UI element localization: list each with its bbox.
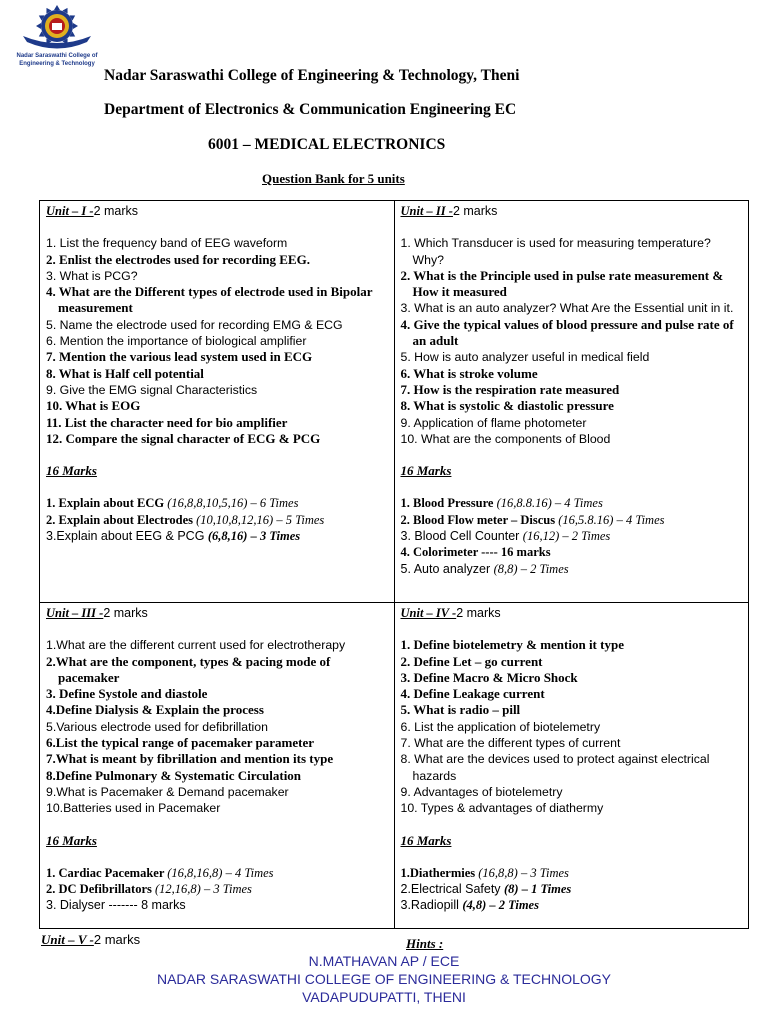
question-item: 5.Various electrode used for defibrillation bbox=[46, 719, 268, 734]
long-question-title: 3.Explain about EEG & PCG bbox=[46, 529, 208, 544]
unit-heading bbox=[401, 605, 743, 621]
unit-title: Unit – I - bbox=[46, 204, 94, 218]
question-item: 5. What is radio – pill bbox=[400, 702, 521, 718]
question-item: 12. Compare the signal character of ECG & PCG bbox=[46, 430, 321, 446]
question-item: 1. Which Transducer is used for measuring temperature? Why? bbox=[400, 236, 711, 267]
long-question-item bbox=[401, 881, 743, 897]
question-item: 2. What is the Principle used in pulse rate measurement & How it measured bbox=[400, 267, 724, 300]
question-item: 6.List the typical range of pacemaker parameter bbox=[46, 735, 315, 751]
spacer bbox=[46, 849, 388, 865]
spacer bbox=[46, 817, 388, 833]
question-item: 3. What is PCG? bbox=[46, 268, 138, 283]
question-item: 8. What is systolic & diastolic pressure bbox=[400, 398, 614, 414]
sixteen-marks-heading: 16 Marks bbox=[400, 463, 452, 479]
department-name: Department of Electronics & Communication Engineering EC bbox=[104, 101, 517, 118]
logo-text: Nadar Saraswathi College of bbox=[16, 53, 98, 59]
question-item: 6. List the application of biotelemetry bbox=[400, 719, 601, 734]
long-question-title: 1.Diathermies bbox=[400, 865, 479, 880]
long-question-item bbox=[46, 528, 388, 544]
long-question-title: 1. Explain about ECG bbox=[46, 496, 168, 511]
college-name: Nadar Saraswathi College of Engineering & Technology, Theni bbox=[104, 67, 520, 84]
question-item: 8. What are the devices used to protect against electrical hazards bbox=[400, 752, 710, 783]
question-item: 5. How is auto analyzer useful in medical field bbox=[400, 350, 650, 365]
footer-location: VADAPUDUPATTI, THENI bbox=[302, 989, 466, 1005]
spacer bbox=[46, 479, 388, 495]
question-item: 9. Advantages of biotelemetry bbox=[400, 784, 563, 799]
spacer bbox=[401, 817, 743, 833]
spacer bbox=[46, 219, 388, 235]
question-item: 3. Define Systole and diastole bbox=[46, 686, 208, 702]
long-question-title: 2.Electrical Safety bbox=[400, 882, 505, 897]
long-question-title: 3.Radiopill bbox=[400, 898, 463, 913]
question-item: 7. How is the respiration rate measured bbox=[400, 381, 620, 397]
sixteen-marks-heading: 16 Marks bbox=[400, 832, 452, 848]
long-question-frequency: (6,8,16) – 3 Times bbox=[207, 529, 301, 544]
long-question-item bbox=[401, 495, 743, 511]
question-item: 7. What are the different types of current bbox=[400, 736, 621, 751]
question-item: 9. Give the EMG signal Characteristics bbox=[46, 382, 258, 397]
long-question-title: 1. Blood Pressure bbox=[400, 496, 497, 511]
question-item: 1. Define biotelemetry & mention it type bbox=[400, 637, 624, 653]
question-item: 1.What are the different current used for electrotherapy bbox=[46, 638, 346, 653]
spacer bbox=[401, 447, 743, 463]
long-question-frequency: (16,8,8,10,5,16) – 6 Times bbox=[167, 496, 299, 511]
long-question-item bbox=[46, 495, 388, 511]
long-question-frequency: (16,8.8.16) – 4 Times bbox=[496, 496, 603, 511]
spacer bbox=[401, 219, 743, 235]
unit-title: Unit – V - bbox=[41, 932, 94, 947]
long-question-frequency: (16,8,8) – 3 Times bbox=[478, 865, 569, 880]
marks-label: 2 marks bbox=[456, 606, 501, 620]
question-item: 2. Enlist the electrodes used for recording EEG. bbox=[46, 251, 310, 267]
question-item: 8.Define Pulmonary & Systematic Circulation bbox=[46, 767, 302, 783]
long-question-frequency: (16,5.8.16) – 4 Times bbox=[558, 512, 665, 527]
long-question-title: 2. Explain about Electrodes bbox=[46, 512, 197, 527]
long-question-item bbox=[46, 881, 388, 897]
question-item: 4. Give the typical values of blood pressure and pulse rate of an adult bbox=[400, 316, 734, 349]
long-question-title: 3. Dialyser ------- 8 marks bbox=[46, 898, 186, 913]
long-question-title: 2. Blood Flow meter – Discus bbox=[400, 512, 559, 527]
hints-label: Hints : bbox=[406, 936, 444, 951]
long-question-item bbox=[401, 897, 743, 913]
question-item: 8. What is Half cell potential bbox=[46, 365, 204, 381]
question-item: 5. Name the electrode used for recording EMG & ECG bbox=[46, 317, 343, 332]
long-question-title: 1. Cardiac Pacemaker bbox=[46, 865, 168, 880]
long-question-frequency: (12,16,8) – 3 Times bbox=[155, 882, 252, 897]
long-question-item bbox=[46, 897, 388, 913]
long-question-title: 4. Colorimeter ---- 16 marks bbox=[400, 545, 551, 560]
unit-heading bbox=[401, 203, 743, 219]
question-item: 4. Define Leakage current bbox=[400, 686, 545, 702]
question-item: 1. List the frequency band of EEG waveform bbox=[46, 236, 288, 251]
long-question-title: 3. Blood Cell Counter bbox=[400, 529, 523, 544]
footer-author: N.MATHAVAN AP / ECE bbox=[308, 953, 460, 969]
unit-title: Unit – IV - bbox=[400, 606, 457, 620]
spacer bbox=[401, 849, 743, 865]
marks-label: 2 marks bbox=[93, 204, 139, 218]
college-logo bbox=[4, 4, 110, 70]
question-item: 7. Mention the various lead system used in ECG bbox=[46, 349, 313, 365]
unit-cell bbox=[394, 603, 749, 929]
long-question-frequency: (10,10,8,12,16) – 5 Times bbox=[196, 512, 325, 527]
question-bank-table bbox=[39, 200, 749, 929]
question-item: 6. Mention the importance of biological amplifier bbox=[46, 334, 307, 349]
unit-cell bbox=[40, 201, 395, 603]
spacer bbox=[401, 621, 743, 637]
long-question-frequency: (8,8) – 2 Times bbox=[493, 561, 569, 576]
question-item: 11. List the character need for bio amplifier bbox=[46, 414, 288, 430]
marks-label: 2 marks bbox=[452, 204, 498, 218]
question-item: 10.Batteries used in Pacemaker bbox=[46, 801, 221, 816]
unit-cell bbox=[40, 603, 395, 929]
long-question-frequency: (4,8) – 2 Times bbox=[462, 898, 539, 913]
document-subtitle: Question Bank for 5 units bbox=[262, 171, 405, 186]
spacer bbox=[46, 621, 388, 637]
question-item: 6. What is stroke volume bbox=[400, 365, 538, 381]
unit-cell bbox=[394, 201, 749, 603]
long-question-item bbox=[46, 512, 388, 528]
question-item: 4.Define Dialysis & Explain the process bbox=[46, 702, 264, 718]
sixteen-marks-heading: 16 Marks bbox=[46, 832, 97, 848]
sixteen-marks-heading: 16 Marks bbox=[46, 463, 97, 479]
long-question-frequency: (16,12) – 2 Times bbox=[522, 529, 611, 544]
footer-college: NADAR SARASWATHI COLLEGE OF ENGINEERING & TECHNOLOGY bbox=[156, 971, 612, 987]
question-item: 10. What are the components of Blood bbox=[400, 431, 611, 446]
unit-5-heading bbox=[41, 932, 140, 948]
question-item: 9.What is Pacemaker & Demand pacemaker bbox=[46, 784, 289, 799]
marks-label: 2 marks bbox=[103, 606, 148, 620]
unit-title: Unit – II - bbox=[400, 204, 453, 218]
question-item: 7.What is meant by fibrillation and mention its type bbox=[46, 751, 334, 767]
question-item: 3. Define Macro & Micro Shock bbox=[400, 669, 578, 685]
long-question-item bbox=[46, 865, 388, 881]
unit-title: Unit – III - bbox=[46, 606, 104, 620]
long-question-frequency: (16,8,16,8) – 4 Times bbox=[167, 865, 274, 880]
question-item: 4. What are the Different types of electrode used in Bipolar measurement bbox=[46, 284, 373, 316]
long-question-item bbox=[401, 544, 743, 560]
question-item: 10. What is EOG bbox=[46, 398, 141, 414]
question-item: 2.What are the component, types & pacing mode of pacemaker bbox=[46, 653, 331, 685]
long-question-item bbox=[401, 528, 743, 544]
logo-text: Engineering & Technology bbox=[19, 61, 95, 67]
unit-heading bbox=[46, 203, 388, 219]
unit-heading bbox=[46, 605, 388, 621]
long-question-item bbox=[401, 512, 743, 528]
question-item: 2. Define Let – go current bbox=[400, 653, 543, 669]
long-question-item bbox=[401, 865, 743, 881]
long-question-title: 2. DC Defibrillators bbox=[46, 882, 156, 897]
long-question-frequency: (8) – 1 Times bbox=[504, 882, 572, 897]
long-question-item bbox=[401, 561, 743, 577]
long-question-title: 5. Auto analyzer bbox=[400, 561, 494, 576]
spacer bbox=[46, 447, 388, 463]
question-item: 10. Types & advantages of diathermy bbox=[400, 801, 604, 816]
question-item: 9. Application of flame photometer bbox=[400, 415, 587, 430]
question-item: 3. What is an auto analyzer? What Are the Essential unit in it. bbox=[400, 301, 734, 316]
marks-label: 2 marks bbox=[93, 932, 141, 947]
course-title: 6001 – MEDICAL ELECTRONICS bbox=[208, 136, 446, 153]
spacer bbox=[401, 479, 743, 495]
